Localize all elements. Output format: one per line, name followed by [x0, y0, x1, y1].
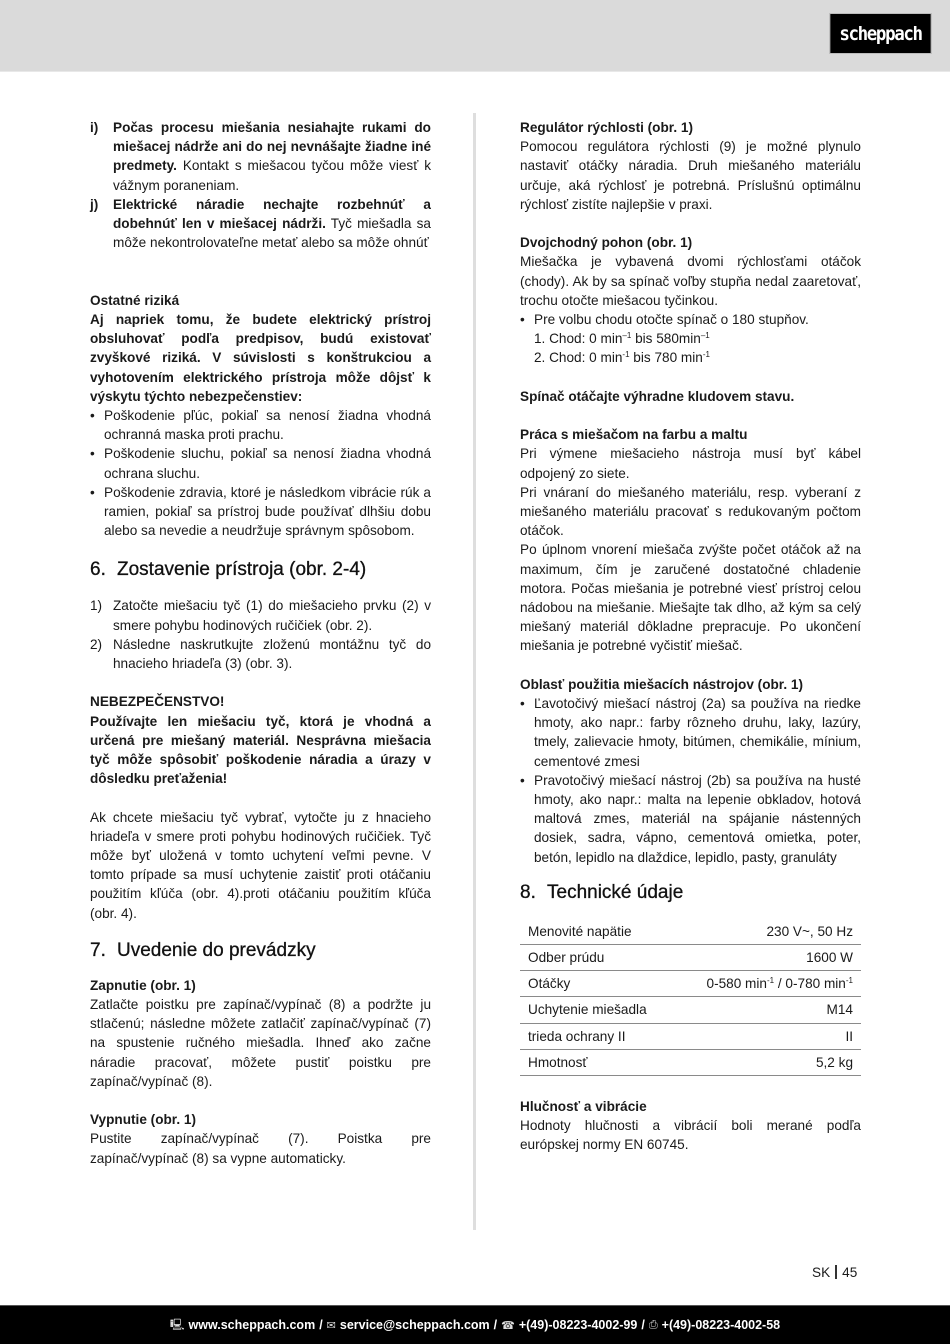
fax-number: +(49)-08223-4002-58: [661, 1318, 781, 1332]
website-link[interactable]: www.scheppach.com: [188, 1318, 316, 1332]
paint-p1: Pri výmene miešacieho nástroja musí byť kábel odpojený zo siete.: [520, 446, 861, 481]
envelope-icon: ✉︎: [326, 1319, 336, 1332]
noise-heading: Hlučnosť a vibrácie: [520, 1099, 647, 1115]
page-number: SK 45: [812, 1265, 858, 1280]
gear-2-speed: 2. Chod: 0 $\min^{-1}$ bis 780 $\min^{-1}$: [534, 350, 710, 366]
section-6-heading: 6. Zostavenie prístroja (obr. 2-4): [90, 559, 367, 581]
safety-item-j: [90, 195, 431, 253]
computer-icon: 🖳︎: [169, 1318, 185, 1331]
list-marker: i): [90, 120, 99, 135]
footer-contact-bar: 🖳︎ www.scheppach.com / ✉︎ service@scheppach.com / ☎︎ +(49)-08223-4002-99 / ⎙ +(49)-08223-4002-58: [0, 1305, 950, 1344]
safety-item-bold: Počas procesu miešania nesiahajte rukami do miešacej nádrže ani do nej nevnášajte žiadne iné predmety.: [113, 120, 431, 174]
assembly-step: 1) Zatočte miešaciu tyč (1) do miešacieho prvku (2) v smere pohybu hodinových ručičiek (obr. 2).: [90, 598, 431, 633]
usage-bullet: • Ľavotočivý miešací nástroj (2a) sa používa na riedke hmoty, ako napr.: farby rôzneho druhu, laky, lazúry, tmely, zalievacie hmoty, bitúmen, chemikálie, mínium, cementové zmesi: [520, 696, 861, 769]
gear-text: Miešačka je vybavená dvomi rýchlosťami otáčok (chody). Ak by sa spínač voľby stupňa nedal zaaretovať, trochu otočte miešacou tyčinkou.: [520, 254, 861, 308]
left-column: [90, 118, 431, 1168]
switch-on-text: Zatlačte poistku pre zapínač/vypínač (8) a podržte ju stlačenú; následne môžete zatlačiť zapínač/vypínač (7) na spustenie ručného miešadla. Ihneď ako začne náradie pracovať, môžete pustiť poistku pre zapínač/vypínač (8).: [90, 997, 431, 1089]
usage-bullet: • Pravotočivý miešací nástroj (2b) sa používa na husté hmoty, ako napr.: malta na lepenie obkladov, hotová maltová zmes, materiál na spájanie nástenných dosiek, sadra, vápno, cementová omietka, poter, betón, lepidlo na dlaždice, lepidlo, pasty, granuláty: [520, 772, 861, 865]
safety-item-bold: Elektrické náradie nechajte rozbehnúť a dobehnúť len v miešacej nádrži.: [113, 196, 431, 232]
safety-item-i: [90, 118, 431, 195]
email-link[interactable]: service@scheppach.com: [339, 1318, 490, 1332]
switch-off-heading: Vypnutie (obr. 1): [90, 1112, 196, 1128]
table-row: trieda ochrany II II: [520, 1023, 861, 1049]
safety-item-text: Tyč miešadla sa môže nekontrolovateľne metať alebo sa môže ohnúť: [113, 216, 431, 251]
section-8-heading: 8. Technické údaje: [520, 881, 684, 903]
usage-heading: Oblasť použitia miešacích nástrojov (obr. 1): [520, 676, 803, 692]
gear-1-speed: 1. Chod: 0 $\min^{-1}$ bis $580\min^{-1}$: [534, 331, 710, 347]
risks-intro: Aj napriek tomu, že budete elektrický prístroj obsluhovať podľa predpisov, budú existovať zvyškové riziká. V súvislosti s konštrukciou a vyhotovením elektrického prístroja môže dôjsť k výskytu týchto nebezpečenstiev:: [90, 312, 431, 404]
safety-item-text: Kontakt s miešacou tyčou môže viesť k vážnym poraneniam.: [113, 158, 431, 193]
paint-heading: Práca s miešačom na farbu a maltu: [520, 427, 748, 443]
risks-heading: Ostatné riziká: [90, 292, 180, 308]
noise-text: Hodnoty hlučnosti a vibrácií boli merané podľa európskej normy EN 60745.: [520, 1118, 861, 1153]
table-row: Hmotnosť 5,2 kg: [520, 1049, 861, 1075]
assembly-step: 2) Následne naskrutkujte zloženú montážnu tyč do hnacieho hriadeľa (3) (obr. 3).: [90, 636, 431, 672]
gear-warning: Spínač otáčajte výhradne kludovem stavu.: [520, 388, 795, 404]
risk-bullet: • Poškodenie sluchu, pokiaľ sa nenosí žiadna vhodná ochrana sluchu.: [90, 446, 431, 481]
phone-number: +(49)-08223-4002-99: [518, 1318, 638, 1332]
table-row: Uchytenie miešadla M14: [520, 997, 861, 1023]
risk-bullet: • Poškodenie zdravia, ktoré je následkom vibrácie rúk a ramien, pokiaľ sa prístroj bude používať dlhšiu dobu alebo sa nevedie a neudržuje správnym spôsobom.: [90, 484, 431, 539]
paint-p3: Po úplnom vnorení miešača zvýšte počet otáčok až na maximum, čím je zaručené dostatočné chladenie motora. Počas miešania je potrebné viesť prístroj celou nádobou na miešanie. Miešajte tak dlho, až kým sa celý miešaný materiál dôkladne prepracuje. Po ukončení miešania je potrebné vyčistiť miešač.: [520, 542, 861, 654]
list-marker: j): [90, 196, 99, 212]
fax-icon: ⎙: [648, 1318, 658, 1331]
gear-heading: Dvojchodný pohon (obr. 1): [520, 235, 693, 251]
danger-heading: NEBEZPEČENSTVO!: [90, 694, 225, 710]
right-column: [520, 118, 861, 1155]
telephone-icon: ☎︎: [501, 1319, 515, 1332]
danger-text: Používajte len miešaciu tyč, ktorá je vhodná a určená pre miešaný materiál. Nesprávna miešacia tyč môže spôsobiť poškodenie náradia a úrazy v dôsledku preťaženia!: [90, 713, 431, 787]
risk-bullet: • Poškodenie pľúc, pokiaľ sa nenosí žiadna vhodná ochranná maska proti prachu.: [90, 408, 431, 443]
speed-text: Pomocou regulátora rýchlosti (9) je možné plynulo nastaviť otáčky náradia. Druh miešaného materiálu určuje, aká rýchlosť je potrebná. Príslušnú optimálnu rýchlosť zistíte najlepšie v praxi.: [520, 139, 861, 212]
column-divider: [473, 113, 476, 1230]
switch-on-heading: Zapnutie (obr. 1): [90, 977, 196, 993]
table-row: Menovité napätie 230 V~, 50 Hz: [520, 919, 861, 945]
paint-p2: Pri vnáraní do miešaného materiálu, resp. vyberaní z miešaného materiálu pracovať s redukovaným počtom otáčok.: [520, 484, 861, 539]
header-bar: [0, 0, 950, 72]
section-7-heading: 7. Uvedenie do prevádzky: [90, 939, 316, 961]
gear-bullet: • Pre volbu chodu otočte spínač o 180 stupňov.: [520, 312, 809, 328]
tech-spec-table: [520, 919, 861, 1076]
speed-heading: Regulátor rýchlosti (obr. 1): [520, 120, 693, 135]
table-row: Otáčky 0-580 $\min^{-1} / 0-780$ $\min^{-1}$: [520, 971, 861, 997]
scheppach-logo: scheppach: [829, 13, 931, 54]
table-row: Odber prúdu 1600 W: [520, 945, 861, 971]
switch-off-text: Pustite zapínač/vypínač (7). Poistka pre zapínač/vypínač (8) sa vypne automaticky.: [90, 1131, 431, 1166]
removal-text: Ak chcete miešaciu tyč vybrať, vytočte ju z hnacieho hriadeľa v smere proti pohybu hodinových ručičiek. Tyč môže byť uložená v tomto uchytení veľmi pevne. V tomto prípade sa musí uchytenie zaistiť proti otáčaniu použitím kľúča (obr. 4).proti otáčaniu použitím kľúča (obr. 4).: [90, 809, 431, 921]
